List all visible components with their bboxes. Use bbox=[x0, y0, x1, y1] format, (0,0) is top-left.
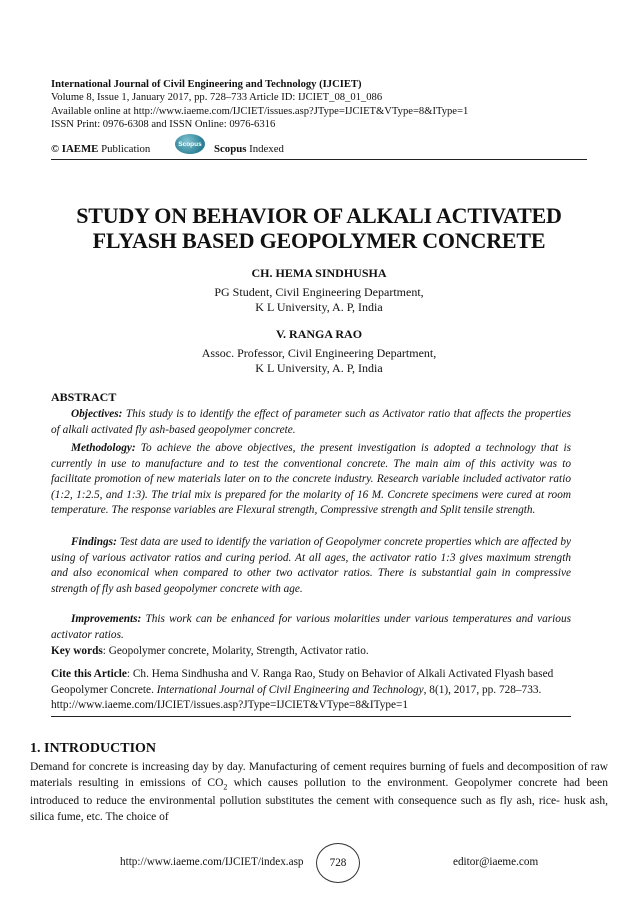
keywords-label: Key words bbox=[51, 645, 103, 657]
publisher-label bbox=[51, 143, 150, 155]
findings-text: Test data are used to identify the variation of Geopolymer concrete properties which are affected by using of various activator ratios and curing period. At all ages, the activator ratio 1:3 gives maximum strength and also economical when compared to other two activator ratios. There is substantial gain in compressive strength of fly ash based geopolymer concrete with age. bbox=[51, 536, 571, 595]
intro-text-part-1: Demand for concrete is increasing day by day. Manufacturing of cement requires burning of fuels and decomposition of raw materials resulting in emissions of CO bbox=[30, 761, 608, 789]
indexed-word: Indexed bbox=[249, 143, 284, 155]
methodology-text: To achieve the above objectives, the present investigation is adopted a technology that is currently in use to manufacture and to test the conventional concrete. The main aim of this activity was to facilitate promotion of new materials later on to the concrete industry. Research variable included activator ratio (1:2, 1:2.5, and 1:3). The trial mix is prepared for the molarity of 16 M. Concrete specimens were cured at room temperature. The response variables are Flexural strength, Compressive strength and Split tensile strength. bbox=[51, 442, 571, 516]
cite-text: : Ch. Hema Sindhusha and V. Ranga Rao, Study on Behavior of Alkali Activated Flyash based Geopolymer Concrete. bbox=[51, 668, 554, 696]
keywords-text: : Geopolymer concrete, Molarity, Strength, Activator ratio. bbox=[102, 645, 369, 657]
issn-line: ISSN Print: 0976-6308 and ISSN Online: 0976-6316 bbox=[51, 119, 276, 131]
footer-url[interactable]: http://www.iaeme.com/IJCIET/index.asp bbox=[120, 856, 304, 868]
journal-title: International Journal of Civil Engineering and Technology (IJCIET) bbox=[51, 79, 362, 90]
abstract-objectives bbox=[51, 407, 571, 438]
cite-journal: International Journal of Civil Engineering and Technology bbox=[156, 683, 424, 696]
methodology-label: Methodology: bbox=[71, 442, 136, 454]
improvements-text: This work can be enhanced for various molarities under various temperatures and various activator ratios. bbox=[51, 613, 571, 641]
title-line-2: FLYASH BASED GEOPOLYMER CONCRETE bbox=[92, 228, 546, 253]
co2-subscript: 2 bbox=[223, 781, 228, 791]
findings-label: Findings: bbox=[71, 536, 117, 548]
introduction-text bbox=[30, 760, 608, 825]
abstract-heading: ABSTRACT bbox=[51, 390, 117, 404]
author-block-2 bbox=[0, 327, 638, 376]
page-footer bbox=[0, 843, 638, 883]
abstract-findings bbox=[51, 535, 571, 597]
available-line: Available online at http://www.iaeme.com/IJCIET/issues.asp?JType=IJCIET&VType=8&IType=1 bbox=[51, 105, 469, 117]
intro-text-part-2: which causes pollution to the environment. Geopolymer concrete had been introduced to reduce the environmental pollution substitutes the cement with consequence such as fly ash, rice- husk ash, silica fume, etc. The choice of bbox=[30, 776, 608, 823]
publisher-bar bbox=[51, 139, 587, 160]
author-affiliation-1: PG Student, Civil Engineering Department, bbox=[214, 285, 424, 299]
iaeme-label: © IAEME bbox=[51, 143, 99, 155]
page-number: 728 bbox=[316, 843, 360, 883]
cite-label: Cite this Article bbox=[51, 668, 127, 680]
author-affiliation-1: Assoc. Professor, Civil Engineering Department, bbox=[201, 346, 437, 360]
scopus-label: Scopus bbox=[214, 143, 247, 155]
volume-line: Volume 8, Issue 1, January 2017, pp. 728–733 Article ID: IJCIET_08_01_086 bbox=[51, 92, 383, 104]
scopus-logo-icon: Scopus bbox=[175, 134, 205, 154]
abstract-methodology bbox=[51, 441, 571, 519]
improvements-label: Improvements: bbox=[71, 613, 142, 625]
cite-url[interactable]: http://www.iaeme.com/IJCIET/issues.asp?JType=IJCIET&VType=8&IType=1 bbox=[51, 699, 409, 711]
author-block-1 bbox=[0, 266, 638, 315]
section-heading-introduction: 1. INTRODUCTION bbox=[30, 741, 157, 756]
cite-volume: , 8(1), 2017, pp. 728–733. bbox=[423, 683, 542, 696]
author-affiliation-2: K L University, A. P, India bbox=[255, 361, 383, 375]
author-affiliation-2: K L University, A. P, India bbox=[255, 300, 383, 314]
cite-this-article bbox=[51, 667, 571, 717]
scopus-indexed-label bbox=[214, 143, 284, 155]
footer-email[interactable]: editor@iaeme.com bbox=[453, 856, 539, 868]
objectives-text: This study is to identify the effect of parameter such as Activator ratio that affects the properties of alkali activated fly ash-based geopolymer concrete. bbox=[51, 408, 571, 436]
abstract-improvements bbox=[51, 612, 571, 643]
author-name: V. RANGA RAO bbox=[275, 327, 363, 341]
keywords bbox=[51, 645, 571, 657]
title-line-1: STUDY ON BEHAVIOR OF ALKALI ACTIVATED bbox=[76, 203, 562, 228]
journal-header bbox=[51, 78, 591, 132]
author-name: CH. HEMA SINDHUSHA bbox=[251, 266, 387, 280]
paper-title bbox=[40, 203, 598, 253]
publication-word: Publication bbox=[101, 143, 151, 155]
objectives-label: Objectives: bbox=[71, 408, 123, 420]
